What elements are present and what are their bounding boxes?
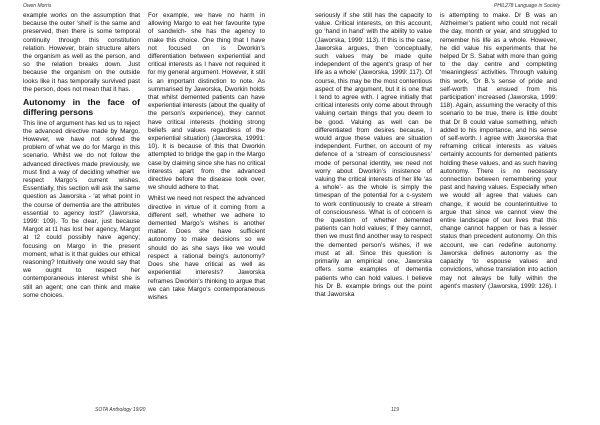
paragraph: is attempting to make. Dr B was an Alzheimer’s patient who could not recall the day, month or year, and struggled to remember his life as a whole. However, he did value his experiments that he helped Dr S. Sabat with more than going to the day centre and completing ‘meaningless’ activities. Through valuing this work, ‘Dr B.’s sense of pride and self-worth that ensued from his participation’ increased (Jaworska, 1999: 118). Again, assuming the veracity of this scenario to be true, there is little doubt that Dr B could value something, which added to his importance, and his sense of self-worth. I agree with Jaworska that reframing critical interests as values certainly accounts for demented patients holding these values, and as such having autonomy. There is no necessary connection between remembering your past and having values. Especially when we would all agree that values can change, it would be counterintuitive to argue that since we cannot view the entire landscape of our lives that this change cannot happen or has a lesser status than precedent autonomy. On this account, we can redefine autonomy. Jaworska defines autonomy as the capacity ‘to espouse values and convictions, whose translation into action may not always be fully within the agent’s mastery’ (Jaworska, 1999: 126). I bbox=[440, 12, 557, 290]
paragraph: This line of argument has led us to reject the advanced directive made by Margo. However, we have not solved the problem of what we do for Margo in this scenario. Whilst we do not follow the advanced directives made previously, we must find a way of deciding whether we respect Margo’s current wishes. Essentially, this section will ask the same question as Jaworska - ‘at what point in the course of dementia are the attributes essential to agency lost?’ (Jaworska, 1999: 109). To be clear, just because Margot at t1 has lost her agency, Margot at t2 could possibly have agency; focusing on Margo in the present moment, what is it that guides our ethical reasoning? Intuitively one would say that we ought to respect her contemporaneous interest whilst she is still an agent; one can think and make some choices. bbox=[23, 119, 140, 299]
paragraph: Whilst we need not respect the advanced directive in virtue of it coming from a different self, whether we adhere to demented Margo’s wishes is another matter. Does she have sufficient autonomy to make decisions so we should do as she says like we would respect a rational being’s autonomy? Does she have critical as well as experiential interests? Jaworska reframes Dworkin’s thinking to argue that we can take Margo’s contemporaneous wishes bbox=[148, 195, 265, 301]
text-column-3 bbox=[315, 12, 432, 404]
right-page-header: PHIL278 Language in Society bbox=[494, 3, 561, 9]
text-column-1 bbox=[23, 12, 140, 404]
text-column-4 bbox=[440, 12, 557, 404]
text-column-2 bbox=[148, 12, 265, 404]
paragraph: For example, we have no harm in allowing Margo to eat her favourite type of sandwich- she has the agency to make this choice. One thing that I have not focused on is Dworkin’s differentiation between experiential and critical interests as I have not required it for my general argument. However, it still is an important distinction to note. As summarised by Jaworska, Dworkin holds that whilst demented patients can have experiential interests (about the quality of the person’s experience), they cannot have critical interests (holding strong beliefs and values regardless of the experiential situation) (Jaworska, 19991: 10). It is because of this that Dworkin attempted to bridge the gap in the Margo case by claiming since she has no critical interests apart from the advanced directive before the disease took over, we should adhere to that. bbox=[148, 12, 265, 192]
paragraph: example works on the assumption that because the outer ‘shell’ is the same and preserved, then there is some temporal continuity through this constitution relation. However, brain structure alters the organism as well as the person, and so the relation breaks down. Just because the organism on the outside looks like it has temporally survived past the person, does not mean that it has. bbox=[23, 12, 140, 93]
page-number: 119 bbox=[391, 407, 399, 413]
left-page-header: Owen Morris bbox=[23, 3, 52, 9]
left-page-footer: SOTA Anthology 19/20 bbox=[95, 407, 146, 413]
section-heading: Autonomy in the face of differing persons bbox=[23, 97, 140, 117]
paragraph: seriously if she still has the capacity to value. Critical interests, on this account, go ‘hand in hand’ with the ability to value (Jaworska, 1999: 113). If this is the case, Jaworska argues, then ‘conceptually, such values may be made quite independent of the agent’s grasp of her life as a whole’ (Jaworska, 1999: 117). Of course, this may be the most contentious aspect of the argument, but it is one that I tend to agree with. I agree initially that critical interests only come about through valuing certain things that you deem to be good. Valuing as well can be differentiated from desires because, I would argue these values are situation independent. Further, on account of my defence of a ‘stream of consciousness’ mode of personal identity, we need not worry about Dworkin’s insistence of valuing the critical interests of her life ‘as a whole’- as the whole is simply the timespan of the potential for a c-system to work continuously to create a stream of consciousness. What is of concern is the question of whether demented patients can hold values; if they cannot, then we must find another way to respect the demented person’s wishes, if we must at all. Since this question is primarily an empirical one, Jaworska offers some examples of dementia patients who can hold values. I believe his Dr B. example brings out the point that Jaworska bbox=[315, 12, 432, 298]
